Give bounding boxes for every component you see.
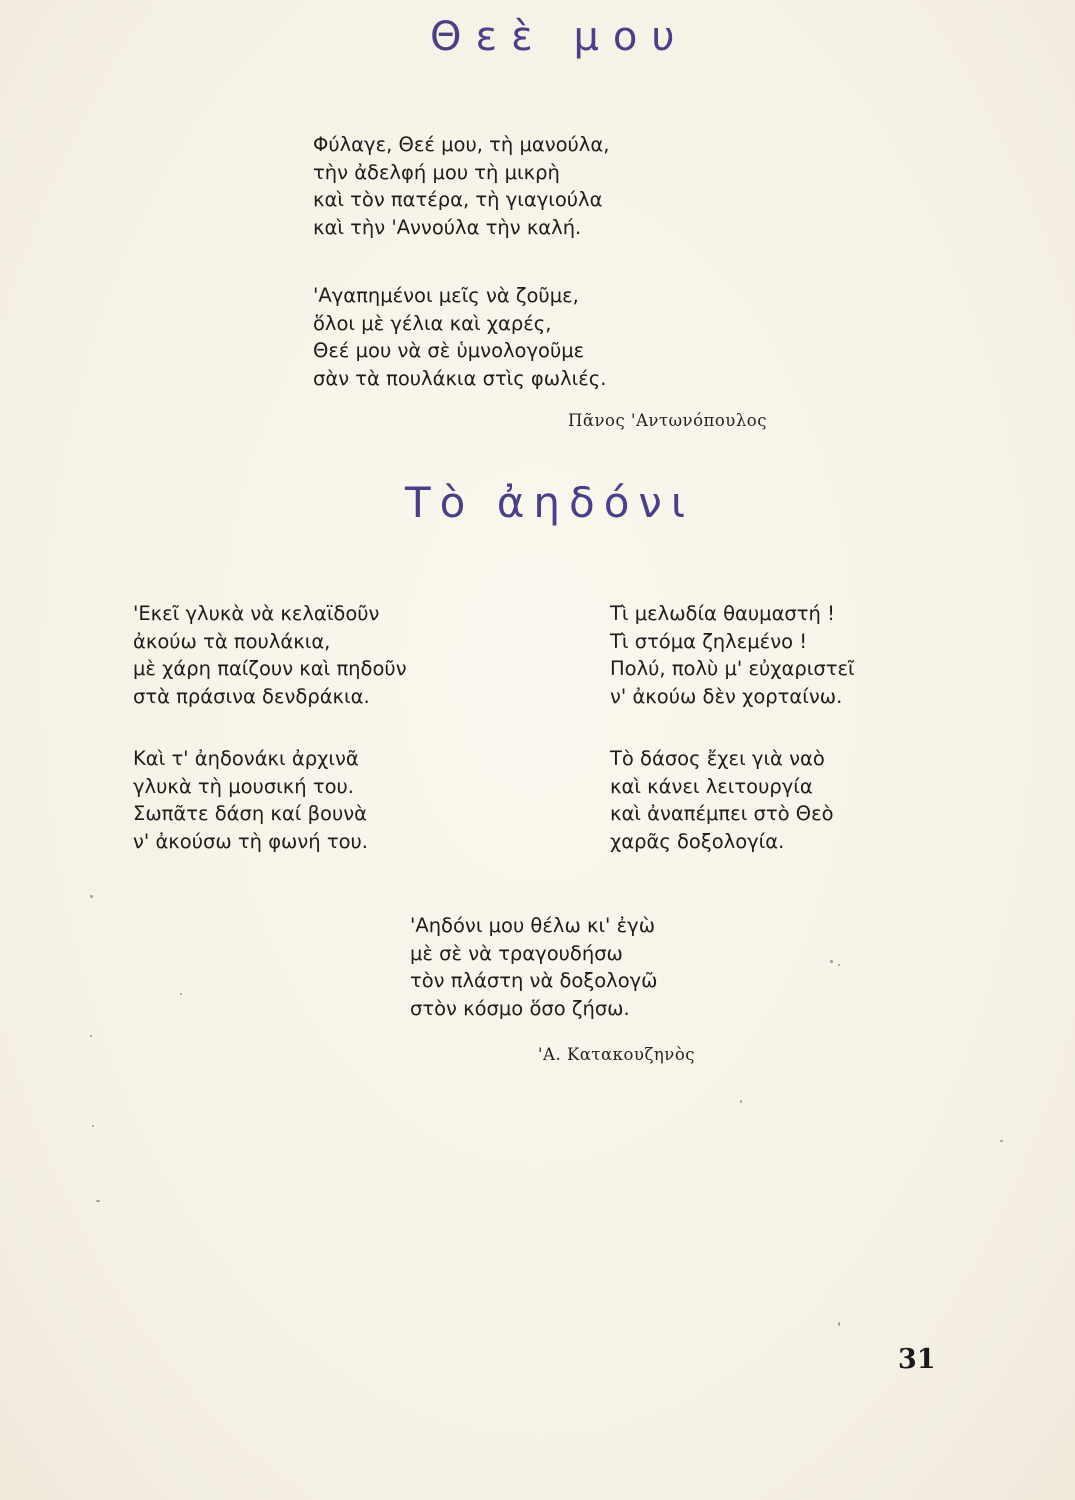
poem-line: Σωπᾶτε δάση καί βουνὰ xyxy=(133,802,367,826)
scan-speck xyxy=(92,1125,94,1127)
poem-line: στὸν κόσμο ὅσο ζήσω. xyxy=(410,997,630,1021)
poem2-right-stanza-2 xyxy=(610,745,834,856)
scan-speck xyxy=(90,895,93,898)
poem-line: 'Αηδόνι μου θέλω κι' ἐγὼ xyxy=(410,914,656,937)
poem-line: ν' ἀκούω δὲν χορταίνω. xyxy=(610,685,843,709)
poem-line: 'Αγαπημένοι μεῖς νὰ ζοῦμε, xyxy=(313,284,579,307)
poem-line: καὶ ἀναπέμπει στὸ Θεὸ xyxy=(610,802,834,826)
poem-line: μὲ σὲ νὰ τραγουδήσω xyxy=(410,941,623,965)
poem-line: ν' ἀκούσω τὴ φωνή του. xyxy=(133,830,368,854)
poem-title-thee-mou: Θεὲ μου xyxy=(430,14,689,60)
poem-line: ἀκούω τὰ πουλάκια, xyxy=(133,629,331,653)
scan-speck xyxy=(830,960,833,963)
scan-speck xyxy=(180,993,182,995)
scan-speck xyxy=(740,1100,742,1103)
scan-speck xyxy=(90,1035,92,1037)
poem-line: γλυκὰ τὴ μουσική του. xyxy=(133,774,354,798)
poem-line: Τὸ δάσος ἔχει γιὰ ναὸ xyxy=(610,747,825,770)
poem2-final-stanza xyxy=(410,912,658,1023)
poem-line: καὶ κάνει λειτουργία xyxy=(610,774,813,798)
scan-speck xyxy=(838,964,840,966)
poem-line: τὸν πλάστη νὰ δοξολογῶ xyxy=(410,969,658,993)
page-number: 31 xyxy=(898,1344,936,1375)
poem1-author: Πᾶνος 'Αντωνόπουλος xyxy=(568,411,767,430)
poem-line: μὲ χάρη παίζουν καὶ πηδοῦν xyxy=(133,657,407,681)
poem2-right-stanza-1 xyxy=(610,600,855,711)
poem-line: χαρᾶς δοξολογία. xyxy=(610,830,785,854)
poem-line: Θεέ μου νὰ σὲ ὑμνολογοῦμε xyxy=(313,339,585,363)
poem2-author: 'Α. Κατακουζηνὸς xyxy=(538,1045,695,1064)
poem-line: Φύλαγε, Θεέ μου, τὴ μανούλα, xyxy=(313,133,610,156)
poem-line: σὰν τὰ πουλάκια στὶς φωλιές. xyxy=(313,367,607,391)
poem-line: καὶ τὴν 'Αννούλα τὴν καλή. xyxy=(313,216,582,240)
poem-line: Πολύ, πολὺ μ' εὐχαριστεῖ xyxy=(610,657,855,681)
poem-line: καὶ τὸν πατέρα, τὴ γιαγιούλα xyxy=(313,188,603,212)
poem1-stanza-2 xyxy=(313,282,606,393)
poem1-stanza-1 xyxy=(313,131,609,242)
poem2-left-stanza-1 xyxy=(133,600,407,711)
poem-line: στὰ πράσινα δενδράκια. xyxy=(133,685,370,709)
scan-speck xyxy=(1000,1140,1003,1142)
poem-line: 'Εκεῖ γλυκὰ νὰ κελαϊδοῦν xyxy=(133,602,380,625)
scan-speck xyxy=(838,1322,840,1326)
poem-line: Τὶ στόμα ζηλεμένο ! xyxy=(610,629,808,653)
poem2-left-stanza-2 xyxy=(133,745,368,856)
poem-line: τὴν ἀδελφή μου τὴ μικρὴ xyxy=(313,160,560,184)
scan-speck xyxy=(96,1200,100,1202)
poem-line: Καὶ τ' ἀηδονάκι ἀρχινᾶ xyxy=(133,747,359,770)
poem-line: Τὶ μελωδία θαυμαστή ! xyxy=(610,602,835,625)
poem-line: ὅλοι μὲ γέλια καὶ χαρές, xyxy=(313,311,552,335)
poem-title-to-aidoni: Τὸ ἀηδόνι xyxy=(405,478,695,527)
